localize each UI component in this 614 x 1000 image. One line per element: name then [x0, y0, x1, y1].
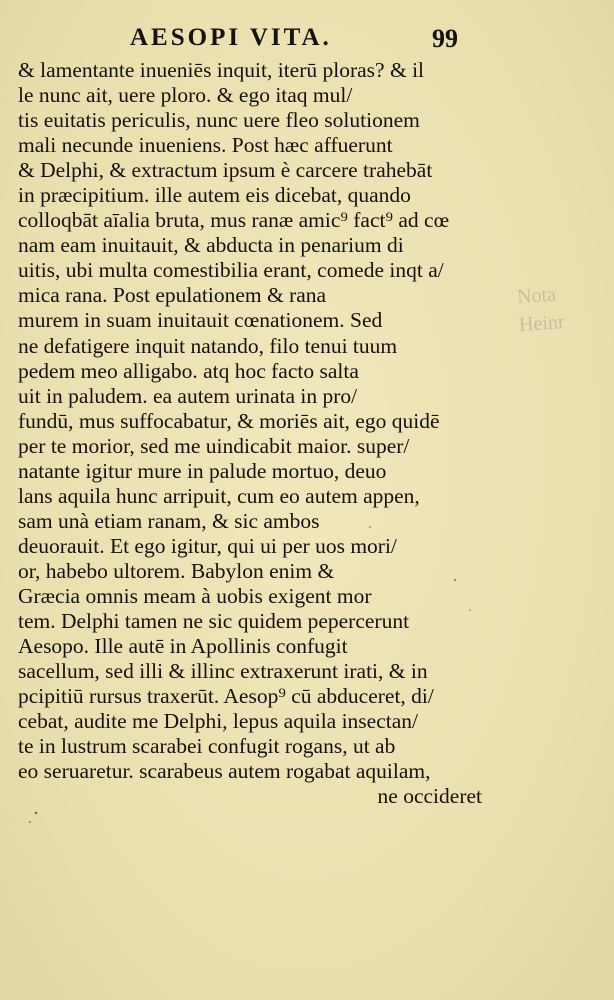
page-number: 99: [432, 24, 458, 53]
text-line: fundū, mus suffocabatur, & moriēs ait, ego quidē: [18, 408, 440, 433]
margin-note-line: Nota: [516, 283, 557, 309]
text-line: & Delphi, & extractum ipsum è carcere trahebāt: [18, 158, 433, 183]
text-line: le nunc ait, uere ploro. & ego itaq mul/: [18, 83, 353, 108]
text-line: colloqbāt aīalia bruta, mus ranæ amic⁹ fact⁹ ad cœ: [18, 208, 450, 233]
text-line: deuorauit. Et ego igitur, qui ui per uos mori/: [18, 533, 397, 558]
text-line: cebat, audite me Delphi, lepus aquila insectan/: [18, 709, 418, 734]
margin-note-line: Heinr: [518, 310, 566, 337]
text-line: ne defatigere inquit natando, filo tenui tuum: [18, 333, 398, 358]
text-line: or, habebo ultorem. Babylon enim &: [18, 558, 335, 583]
text-line: natante igitur mure in palude mortuo, deuo: [18, 458, 387, 483]
text-line: sam unà etiam ranam, & sic ambos: [18, 508, 320, 533]
text-line: tem. Delphi tamen ne sic quidem pepercerunt: [18, 609, 410, 634]
text-line: lans aquila hunc arripuit, cum eo autem appen,: [18, 483, 420, 508]
text-line: mica rana. Post epulationem & rana: [18, 283, 327, 308]
text-line: per te morior, sed me uindicabit maior. super/: [18, 433, 410, 458]
text-line: & lamentante inueniēs inquit, iterū ploras? & il: [18, 58, 425, 82]
text-line: uitis, ubi multa comestibilia erant, comede inqt a/: [18, 258, 444, 283]
text-line: tis euitatis periculis, nunc uere fleo solutionem: [18, 108, 420, 133]
catchword: ne occideret: [377, 784, 482, 809]
text-line: te in lustrum scarabei confugit rogans, ut ab: [18, 734, 396, 759]
text-line: nam eam inuitauit, & abducta in penarium di: [18, 233, 404, 258]
text-line: mali necunde inueniens. Post hæc affuerunt: [18, 133, 393, 158]
text-line: in præcipitium. ille autem eis dicebat, quando: [18, 183, 411, 208]
text-line: uit in paludem. ea autem urinata in pro/: [18, 383, 358, 408]
text-line: murem in suam inuitauit cœnationem. Sed: [18, 308, 383, 333]
text-line: Aesopo. Ille autē in Apollinis confugit: [18, 634, 348, 659]
text-line: sacellum, sed illi & illinc extraxerunt irati, & in: [18, 659, 428, 684]
handwritten-margin-note: [516, 277, 610, 339]
text-line: Græcia omnis meam à uobis exigent mor: [18, 583, 372, 608]
text-line: pcipitiū rursus traxerūt. Aesop⁹ cū abduceret, di/: [18, 684, 434, 709]
body-text: [18, 58, 488, 809]
text-line: pedem meo alligabo. atq hoc facto salta: [18, 358, 359, 383]
running-head: AESOPI VITA.: [130, 24, 332, 51]
text-line: eo seruaretur. scarabeus autem rogabat aquilam,: [18, 759, 431, 784]
